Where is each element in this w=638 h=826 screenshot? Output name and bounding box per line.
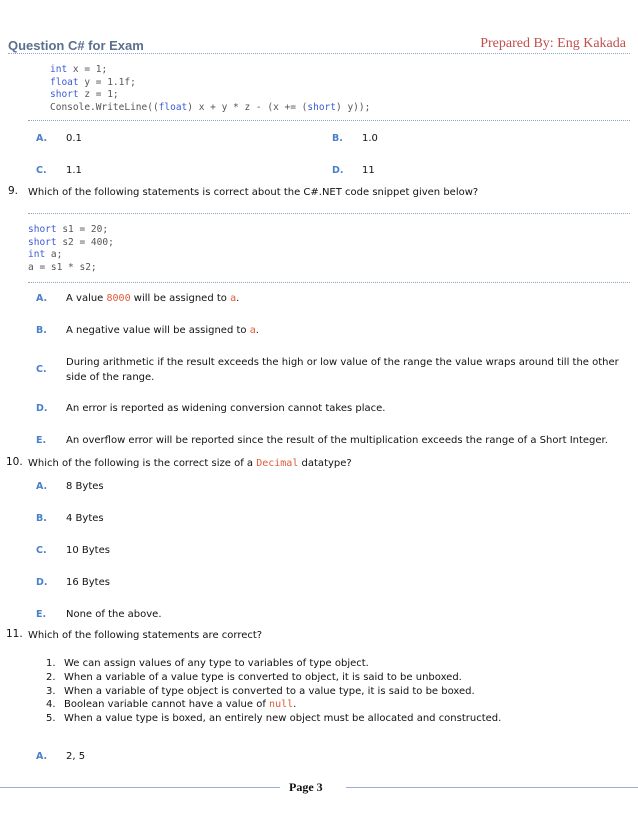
header-divider — [8, 53, 630, 54]
q9-code-top-divider — [28, 213, 630, 214]
footer-rule-left — [0, 787, 280, 788]
q9-number: 9. — [8, 185, 19, 197]
code-line: Console.WriteLine((float) x + y * z - (x += (short) y)); — [50, 101, 371, 113]
q8-option-a-letter: A. — [36, 133, 48, 144]
q11-list-item: Boolean variable cannot have a value of null. — [64, 699, 297, 710]
code-line: a = s1 * s2; — [28, 261, 97, 273]
q11-option-a-letter: A. — [36, 751, 48, 762]
document-header-author: Prepared By: Eng Kakada — [480, 36, 626, 51]
q11-list-number: 1. — [46, 658, 56, 669]
q11-list-item: When a value type is boxed, an entirely new object must be allocated and constructed. — [64, 713, 502, 724]
code-line: short z = 1; — [50, 89, 119, 100]
q8-option-a-text[interactable]: 0.1 — [66, 133, 82, 144]
code-line: short s1 = 20; — [28, 224, 109, 235]
q9-option-a-text[interactable]: A value 8000 will be assigned to a. — [66, 293, 240, 304]
q10-option-d-text[interactable]: 16 Bytes — [66, 577, 110, 588]
q10-option-d-letter: D. — [36, 577, 48, 588]
q9-question-text: Which of the following statements is correct about the C#.NET code snippet given below? — [28, 187, 479, 198]
q8-code-divider — [28, 120, 630, 121]
q9-option-d-text[interactable]: An error is reported as widening conversion cannot takes place. — [66, 403, 386, 414]
q8-option-b-text[interactable]: 1.0 — [362, 133, 378, 144]
q11-question-text: Which of the following statements are correct? — [28, 630, 263, 641]
document-header-title: Question C# for Exam — [8, 38, 144, 53]
code-line: int a; — [28, 249, 63, 260]
q8-option-c-text[interactable]: 1.1 — [66, 165, 82, 176]
q10-option-c-text[interactable]: 10 Bytes — [66, 545, 110, 556]
q10-option-a-text[interactable]: 8 Bytes — [66, 481, 104, 492]
q9-code-block — [28, 224, 114, 274]
q11-option-a-text[interactable]: 2, 5 — [66, 751, 86, 762]
q11-list-number: 5. — [46, 713, 56, 724]
q8-option-d-text[interactable]: 11 — [362, 165, 375, 176]
code-line: short s2 = 400; — [28, 236, 114, 248]
q11-list-item: When a variable of a value type is converted to object, it is said to be unboxed. — [64, 672, 462, 683]
q9-option-b-text[interactable]: A negative value will be assigned to a. — [66, 325, 259, 336]
q8-option-c-letter: C. — [36, 165, 47, 176]
q8-option-d-letter: D. — [332, 165, 344, 176]
q9-option-a-letter: A. — [36, 293, 48, 304]
q9-option-b-letter: B. — [36, 325, 47, 336]
q9-option-c-letter: C. — [36, 364, 47, 375]
q9-option-d-letter: D. — [36, 403, 48, 414]
q9-code-bottom-divider — [28, 282, 630, 283]
code-line: float y = 1.1f; — [50, 76, 136, 88]
q9-option-c-text[interactable]: During arithmetic if the result exceeds the high or low value of the range the value wraps around till the other side of the range. — [66, 357, 619, 383]
q10-option-e-text[interactable]: None of the above. — [66, 609, 162, 620]
q11-list-number: 2. — [46, 672, 56, 683]
q10-option-b-text[interactable]: 4 Bytes — [66, 513, 104, 524]
q10-question-text: Which of the following is the correct size of a Decimal datatype? — [28, 458, 352, 469]
q10-option-a-letter: A. — [36, 481, 48, 492]
page-number: Page 3 — [289, 780, 323, 794]
q10-option-b-letter: B. — [36, 513, 47, 524]
footer-rule-right — [346, 787, 638, 788]
q11-list-number: 4. — [46, 699, 56, 710]
q8-option-b-letter: B. — [332, 133, 343, 144]
q11-list-item: We can assign values of any type to variables of type object. — [64, 658, 369, 669]
q10-option-e-letter: E. — [36, 609, 47, 620]
q10-option-c-letter: C. — [36, 545, 47, 556]
q11-list-number: 3. — [46, 686, 56, 697]
q9-option-e-text[interactable]: An overflow error will be reported since the result of the multiplication exceeds the range of a Short Integer. — [66, 435, 608, 446]
q11-list-item: When a variable of type object is converted to a value type, it is said to be boxed. — [64, 686, 475, 697]
q10-number: 10. — [6, 456, 23, 468]
q11-number: 11. — [6, 628, 23, 640]
q8-code-block — [50, 64, 370, 114]
q9-option-e-letter: E. — [36, 435, 47, 446]
code-line: int x = 1; — [50, 64, 108, 75]
